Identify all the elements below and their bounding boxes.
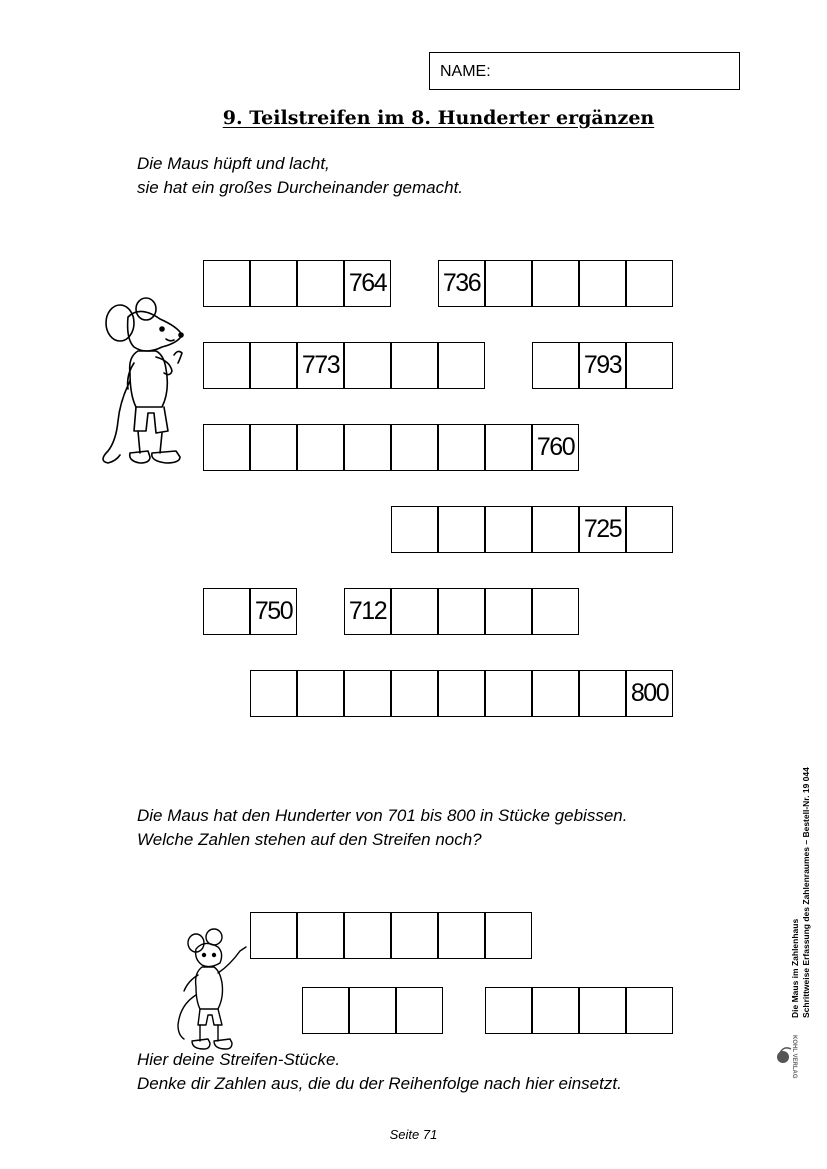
strip-cell-empty[interactable]	[626, 342, 673, 389]
strip-cell-given: 793	[579, 342, 626, 389]
strip-cell-given: 760	[532, 424, 579, 471]
name-field[interactable]	[429, 52, 740, 90]
strip-cell-empty[interactable]	[391, 912, 438, 959]
strip-cell-empty[interactable]	[250, 260, 297, 307]
strip-cell-empty[interactable]	[203, 424, 250, 471]
strip-cell-empty[interactable]	[391, 424, 438, 471]
side-credit	[790, 767, 812, 1018]
strip-cell-empty[interactable]	[250, 670, 297, 717]
strip-cell-empty[interactable]	[532, 670, 579, 717]
strip-cell-empty[interactable]	[391, 342, 438, 389]
strip-cell-empty[interactable]	[344, 670, 391, 717]
strip-cell-empty[interactable]	[344, 424, 391, 471]
name-label: NAME:	[440, 63, 491, 80]
strip-cell-empty[interactable]	[396, 987, 443, 1034]
strip-cell-empty[interactable]	[349, 987, 396, 1034]
strip-cell-empty[interactable]	[250, 342, 297, 389]
strip-cell-empty[interactable]	[485, 260, 532, 307]
strip-cell-empty[interactable]	[250, 424, 297, 471]
strip-cell-empty[interactable]	[344, 342, 391, 389]
page-number: Seite 71	[389, 1127, 438, 1142]
strip-cell-empty[interactable]	[302, 987, 349, 1034]
strip-cell-empty[interactable]	[391, 588, 438, 635]
strip-cell-empty[interactable]	[626, 987, 673, 1034]
page-title: 9. Teilstreifen im 8. Hunderter ergänzen	[222, 107, 655, 129]
strip-cell-empty[interactable]	[250, 912, 297, 959]
strip-cell-empty[interactable]	[579, 670, 626, 717]
strip-cell-empty[interactable]	[438, 670, 485, 717]
strip-cell-empty[interactable]	[297, 424, 344, 471]
strip-cell-empty[interactable]	[438, 588, 485, 635]
publisher-name: KOHL VERLAG	[791, 1035, 797, 1079]
intro-line: Die Maus hüpft und lacht,	[137, 154, 330, 173]
strip-cell-empty[interactable]	[579, 260, 626, 307]
strip-cell-empty[interactable]	[203, 260, 250, 307]
strip-cell-given: 736	[438, 260, 485, 307]
strip-cell-empty[interactable]	[485, 506, 532, 553]
strip-cell-empty[interactable]	[532, 260, 579, 307]
strip-cell-empty[interactable]	[626, 506, 673, 553]
strip-cell-empty[interactable]	[391, 670, 438, 717]
strip-cell-empty[interactable]	[438, 506, 485, 553]
strip-cell-empty[interactable]	[532, 342, 579, 389]
strip-cell-given: 750	[250, 588, 297, 635]
strip-cell-empty[interactable]	[438, 912, 485, 959]
strip-cell-empty[interactable]	[344, 912, 391, 959]
strip-cell-empty[interactable]	[297, 670, 344, 717]
strip-cell-empty[interactable]	[532, 588, 579, 635]
side-credit-line: Schrittweise Erfassung des Zahlenraumes – Bestell-Nr. 19 044	[801, 767, 811, 1018]
strip-cell-empty[interactable]	[532, 506, 579, 553]
strip-cell-empty[interactable]	[485, 588, 532, 635]
strip-cell-empty[interactable]	[485, 987, 532, 1034]
strip-cell-empty[interactable]	[485, 912, 532, 959]
side-credit-line: Die Maus im Zahlenhaus	[790, 918, 800, 1018]
strip-cell-empty[interactable]	[203, 588, 250, 635]
strip-cell-empty[interactable]	[626, 260, 673, 307]
strip-cell-given: 800	[626, 670, 673, 717]
strip-cell-empty[interactable]	[579, 987, 626, 1034]
strip-cell-empty[interactable]	[297, 912, 344, 959]
strip-cell-given: 712	[344, 588, 391, 635]
instruction-line: Hier deine Streifen-Stücke.	[137, 1050, 341, 1069]
mouse-illustration-small	[174, 925, 254, 1055]
strip-cell-empty[interactable]	[438, 342, 485, 389]
strip-cell-empty[interactable]	[203, 342, 250, 389]
strip-cell-empty[interactable]	[391, 506, 438, 553]
strip-cell-empty[interactable]	[297, 260, 344, 307]
intro-line: sie hat ein großes Durcheinander gemacht.	[137, 178, 464, 197]
strip-cell-empty[interactable]	[485, 670, 532, 717]
strip-cell-given: 764	[344, 260, 391, 307]
instruction-line: Denke dir Zahlen aus, die du der Reihenfolge nach hier einsetzt.	[137, 1074, 622, 1093]
intro-text	[137, 152, 463, 200]
strip-cell-empty[interactable]	[438, 424, 485, 471]
strip-cell-given: 773	[297, 342, 344, 389]
question-line: Welche Zahlen stehen auf den Streifen noch?	[137, 830, 482, 849]
mouse-illustration	[100, 295, 190, 480]
question-line: Die Maus hat den Hunderter von 701 bis 800 in Stücke gebissen.	[137, 806, 628, 825]
strip-cell-given: 725	[579, 506, 626, 553]
strip-cell-empty[interactable]	[485, 424, 532, 471]
question-text	[137, 804, 627, 852]
publisher-logo	[775, 1035, 809, 1087]
instruction-text	[137, 1048, 622, 1096]
strip-cell-empty[interactable]	[532, 987, 579, 1034]
